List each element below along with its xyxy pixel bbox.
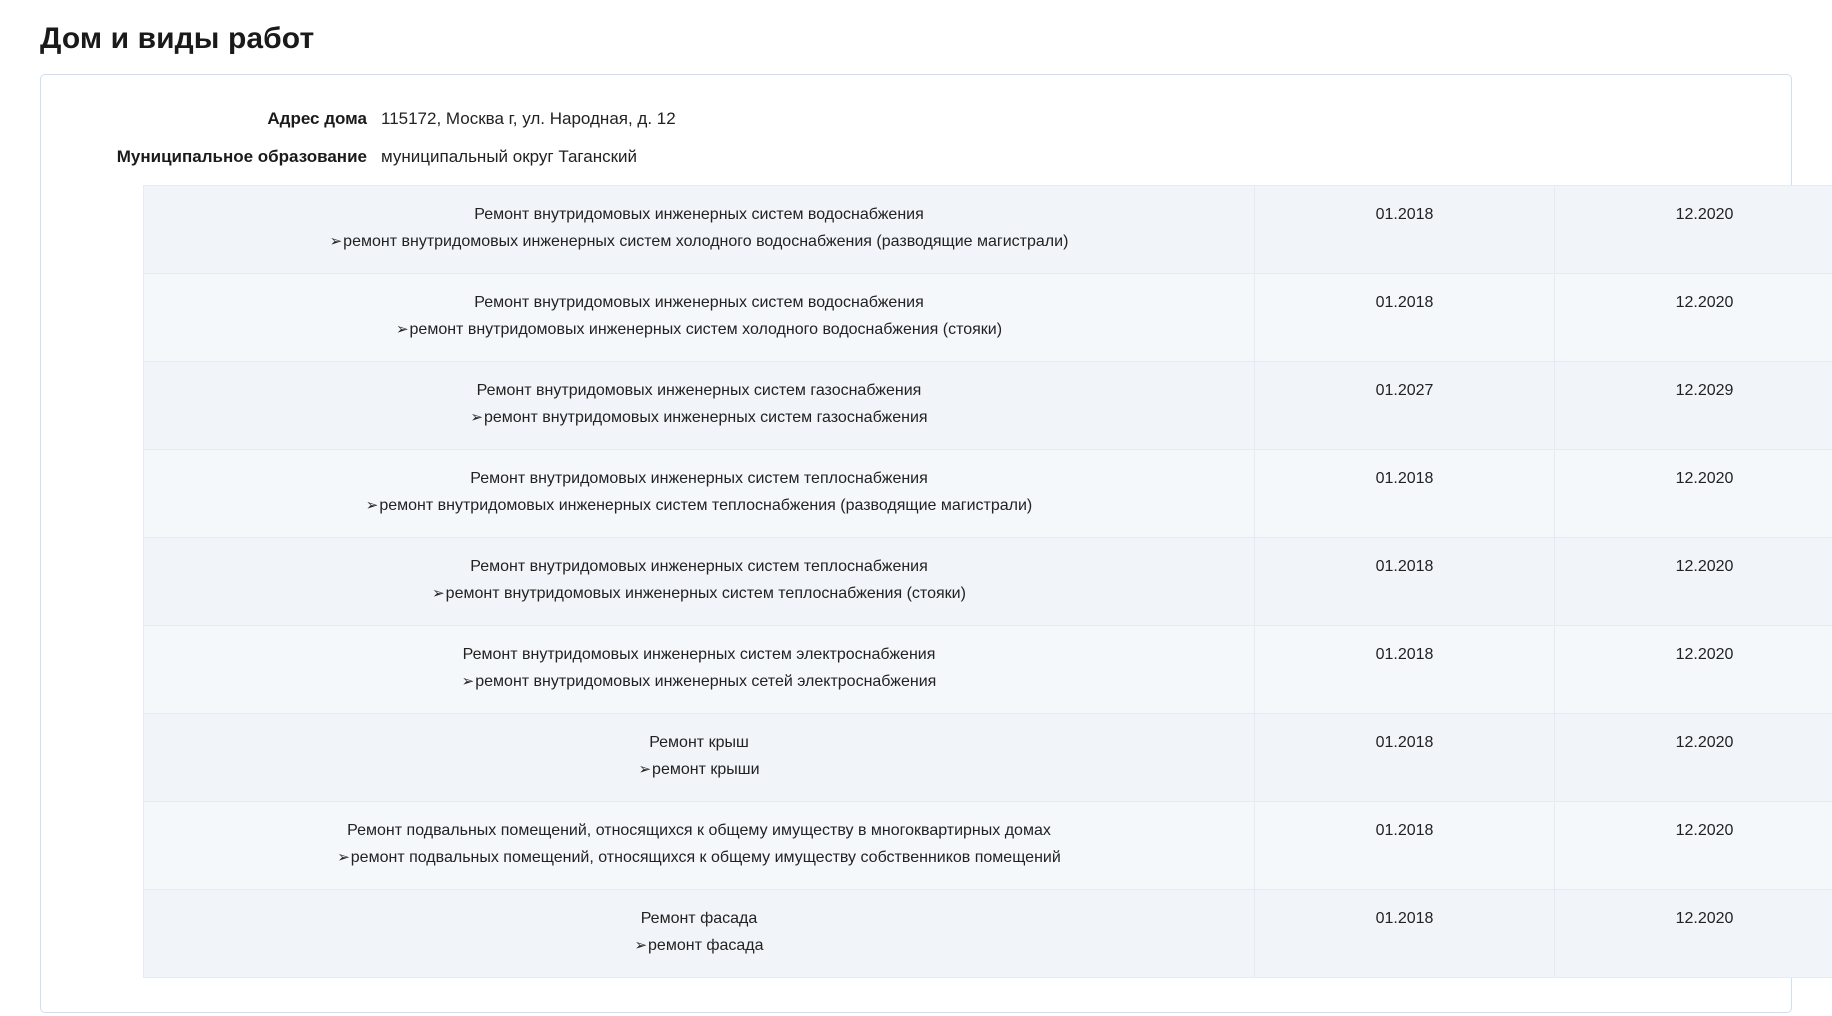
end-date: 12.2020 [1675, 822, 1734, 839]
work-cell [144, 274, 1255, 362]
start-date-cell [1255, 538, 1555, 626]
municipality-value: муниципальный округ Таганский [381, 147, 638, 166]
arrow-right-icon: ➢ [395, 321, 409, 338]
work-subitem-label: ремонт крыши [652, 761, 760, 778]
work-subitem-label: ремонт внутридомовых инженерных сетей электроснабжения [475, 673, 937, 690]
start-date: 01.2018 [1375, 294, 1434, 311]
start-date-cell [1255, 274, 1555, 362]
work-subitem [154, 581, 1244, 607]
house-and-works-card [40, 74, 1792, 1013]
table-row [144, 802, 1832, 890]
work-subitem [154, 845, 1244, 871]
arrow-right-icon: ➢ [470, 409, 483, 426]
end-date: 12.2020 [1675, 910, 1734, 927]
works-table-body [144, 186, 1832, 978]
work-subitem-label: ремонт внутридомовых инженерных систем теплоснабжения (разводящие магистрали) [379, 497, 1033, 514]
table-row [144, 626, 1832, 714]
work-name: Ремонт внутридомовых инженерных систем теплоснабжения [470, 470, 928, 487]
end-date-cell [1555, 802, 1832, 890]
work-cell [144, 538, 1255, 626]
address-value: 115172, Москва г, ул. Народная, д. 12 [381, 109, 676, 128]
start-date: 01.2027 [1375, 382, 1434, 399]
work-subitem [154, 669, 1244, 695]
work-name: Ремонт внутридомовых инженерных систем водоснабжения [474, 294, 924, 311]
end-date-cell [1555, 186, 1832, 274]
start-date-cell [1255, 802, 1555, 890]
work-cell [144, 714, 1255, 802]
arrow-right-icon: ➢ [365, 497, 379, 514]
municipality-row [91, 147, 1741, 167]
work-subitem-label: ремонт внутридомовых инженерных систем теплоснабжения (стояки) [445, 585, 966, 602]
end-date: 12.2020 [1675, 734, 1734, 751]
arrow-right-icon: ➢ [329, 233, 343, 250]
table-row [144, 450, 1832, 538]
work-subitem [154, 317, 1244, 343]
end-date-cell [1555, 362, 1832, 450]
page-title: Дом и виды работ [40, 22, 315, 55]
work-name: Ремонт внутридомовых инженерных систем теплоснабжения [470, 558, 928, 575]
work-subitem-label: ремонт внутридомовых инженерных систем холодного водоснабжения (разводящие магистрали) [343, 233, 1069, 250]
table-row [144, 538, 1832, 626]
end-date-cell [1555, 626, 1832, 714]
work-cell [144, 450, 1255, 538]
arrow-right-icon: ➢ [638, 761, 652, 778]
work-cell [144, 890, 1255, 978]
arrow-right-icon: ➢ [634, 937, 648, 954]
work-name: Ремонт внутридомовых инженерных систем водоснабжения [474, 206, 924, 223]
work-subitem-label: ремонт фасада [648, 937, 764, 954]
start-date-cell [1255, 186, 1555, 274]
start-date-cell [1255, 890, 1555, 978]
work-cell [144, 362, 1255, 450]
work-subitem [154, 933, 1244, 959]
table-row [144, 714, 1832, 802]
work-subitem [154, 229, 1244, 255]
start-date: 01.2018 [1375, 910, 1434, 927]
arrow-right-icon: ➢ [432, 585, 445, 602]
address-label: Адрес дома [267, 109, 367, 128]
start-date-cell [1255, 450, 1555, 538]
start-date-cell [1255, 362, 1555, 450]
work-cell [144, 626, 1255, 714]
end-date-cell [1555, 274, 1832, 362]
end-date: 12.2020 [1675, 294, 1734, 311]
work-name: Ремонт крыш [649, 734, 749, 751]
work-cell [144, 186, 1255, 274]
start-date: 01.2018 [1375, 822, 1434, 839]
work-name: Ремонт фасада [640, 910, 758, 927]
end-date: 12.2020 [1675, 470, 1734, 487]
work-name: Ремонт подвальных помещений, относящихся к общему имуществу в многоквартирных домах [347, 822, 1051, 839]
start-date: 01.2018 [1375, 734, 1434, 751]
arrow-right-icon: ➢ [337, 849, 350, 866]
end-date: 12.2020 [1675, 646, 1734, 663]
end-date-cell [1555, 538, 1832, 626]
arrow-right-icon: ➢ [461, 673, 475, 690]
table-row [144, 274, 1832, 362]
address-row [91, 109, 1741, 129]
start-date-cell [1255, 626, 1555, 714]
work-subitem [154, 757, 1244, 783]
end-date: 12.2020 [1675, 206, 1734, 223]
work-cell [144, 802, 1255, 890]
work-name: Ремонт внутридомовых инженерных систем электроснабжения [462, 646, 936, 663]
table-row [144, 362, 1832, 450]
work-subitem [154, 493, 1244, 519]
end-date-cell [1555, 714, 1832, 802]
start-date: 01.2018 [1375, 558, 1434, 575]
works-table [143, 185, 1832, 978]
end-date-cell [1555, 450, 1832, 538]
start-date: 01.2018 [1375, 206, 1434, 223]
end-date: 12.2029 [1675, 382, 1734, 399]
municipality-label: Муниципальное образование [116, 147, 367, 166]
end-date-cell [1555, 890, 1832, 978]
table-row [144, 186, 1832, 274]
work-subitem-label: ремонт подвальных помещений, относящихся к общему имуществу собственников помещений [350, 849, 1061, 866]
work-name: Ремонт внутридомовых инженерных систем газоснабжения [476, 382, 922, 399]
end-date: 12.2020 [1675, 558, 1734, 575]
start-date-cell [1255, 714, 1555, 802]
start-date: 01.2018 [1375, 646, 1434, 663]
table-row [144, 890, 1832, 978]
work-subitem [154, 405, 1244, 431]
work-subitem-label: ремонт внутридомовых инженерных систем газоснабжения [483, 409, 928, 426]
start-date: 01.2018 [1375, 470, 1434, 487]
work-subitem-label: ремонт внутридомовых инженерных систем холодного водоснабжения (стояки) [409, 321, 1003, 338]
